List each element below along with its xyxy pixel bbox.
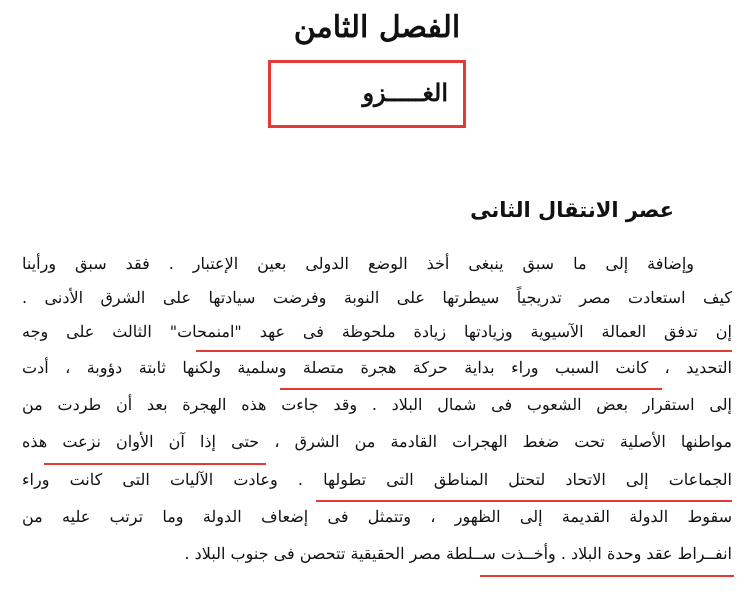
text-line-6: مواطنها الأصلية تحت ضغط الهجرات القادمة من الشرق ، حتى إذا آن الأوان نزعت هذه [22,432,732,451]
text-line-9: انفــراط عقد وحدة البلاد . وأخــذت ســلطة مصر الحقيقية تتحصن فى جنوب البلاد . [184,544,732,563]
chapter-title: الفصل الثامن [293,10,461,45]
highlight-underline [316,500,732,502]
highlight-underline [44,463,266,465]
text-line-2: كيف استعادت مصر تدريجياً سيطرتها على النوبة وفرضت سيادتها على الشرق الأدنى . [22,288,732,307]
text-line-1: وإضافة إلى ما سبق ينبغى أخذ الوضع الدولى بعين الإعتبار . فقد سبق ورأينا [22,254,695,273]
highlight-underline [196,350,732,352]
text-line-3: إن تدفق العمالة الآسيوية وزيادتها زيادة ملحوظة فى عهد "امنمحات" الثالث على وجه [22,322,732,341]
text-line-8: سقوط الدولة القديمة إلى الظهور ، وتتمثل فى إضعاف الدولة وما ترتب عليه من [22,507,732,526]
chapter-subtitle: الغـــــزو [362,78,448,107]
text-line-4: التحديد ، كانت السبب وراء بداية حركة هجرة متصلة وسلمية ولكنها ثابتة دؤوبة ، أدت [22,358,732,377]
section-heading: عصر الانتقال الثانى [470,198,674,222]
text-line-7: الجماعات إلى الاتحاد لتحتل المناطق التى تطولها . وعادت الآليات التى كانت وراء [22,470,732,489]
highlight-underline [480,575,734,577]
highlight-underline [280,388,662,390]
text-line-5: إلى استقرار بعض الشعوب فى شمال البلاد . وقد جاءت هذه الهجرة بعد أن طردت من [22,395,732,414]
